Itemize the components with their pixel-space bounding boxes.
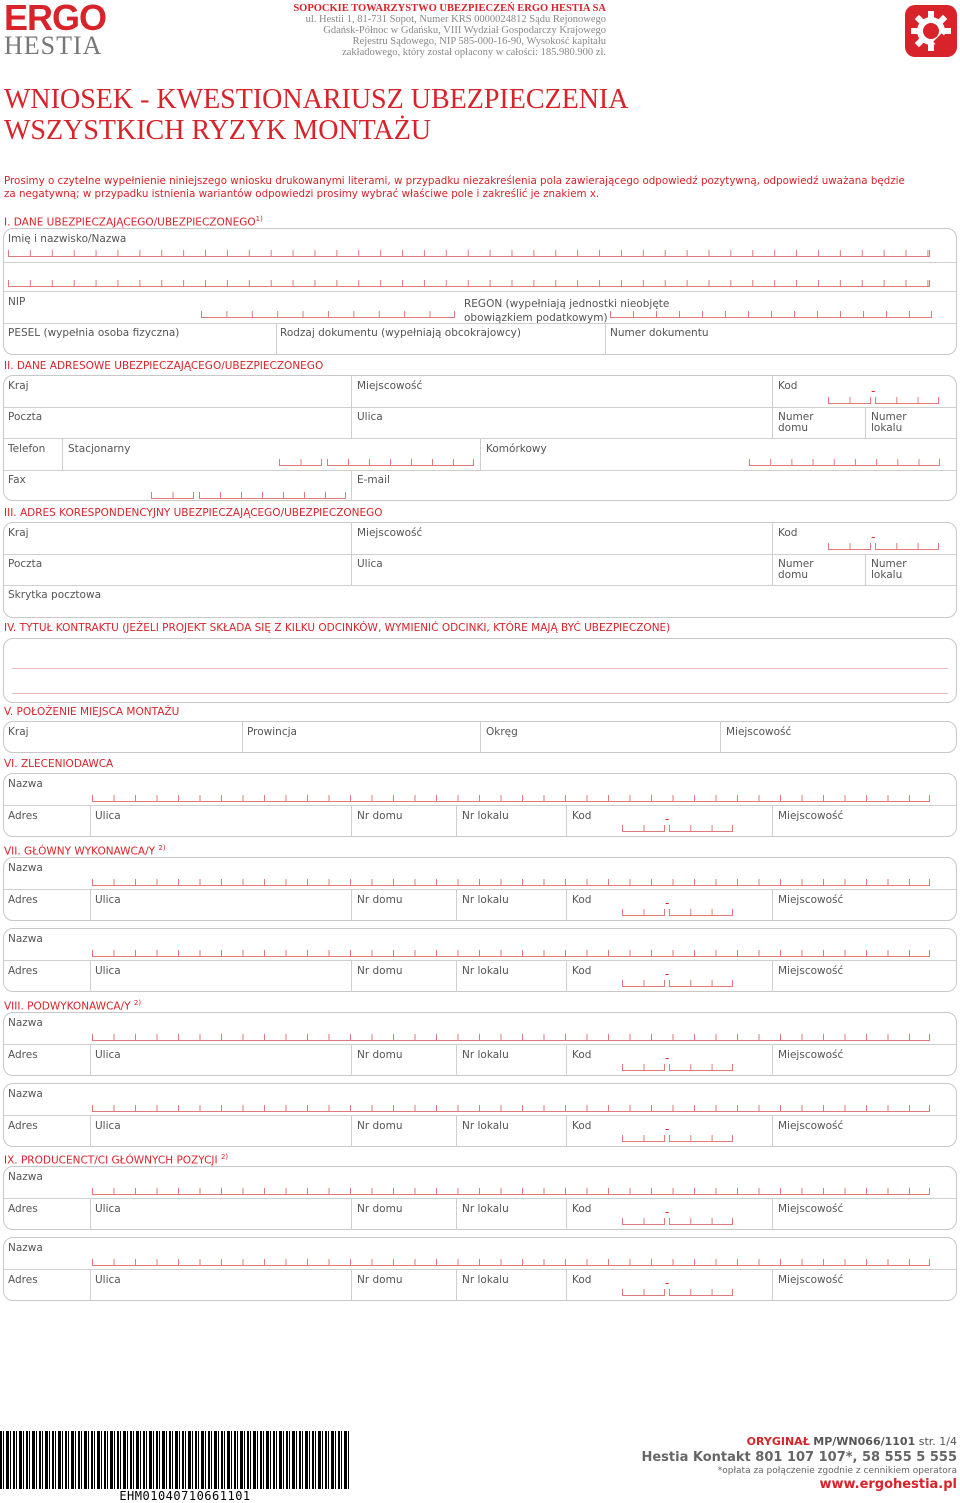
label-ulica: Ulica	[357, 558, 383, 570]
divider	[351, 1269, 352, 1301]
label-miejscowosc: Miejscowość	[778, 1120, 844, 1132]
nazwa-field[interactable]	[92, 879, 930, 886]
postcode-field-b[interactable]	[669, 909, 733, 916]
divider	[605, 323, 606, 355]
postcode-field-a[interactable]	[622, 1218, 665, 1225]
footnote-ref: 2)	[133, 999, 142, 1007]
label-adres: Adres	[8, 894, 38, 906]
label-adres: Adres	[8, 1120, 38, 1132]
label-nr-domu: Nr domu	[357, 894, 403, 906]
postcode-field-b[interactable]	[875, 397, 939, 404]
label-miejscowosc: Miejscowość	[357, 527, 423, 539]
label-doc-type	[280, 328, 521, 339]
company-info	[240, 3, 606, 58]
nazwa-field[interactable]	[92, 950, 930, 957]
postcode-dash: -	[665, 812, 670, 826]
label-ulica: Ulica	[95, 1203, 121, 1215]
label-nazwa: Nazwa	[8, 1171, 43, 1183]
divider	[3, 262, 957, 263]
section-heading-2: II. DANE ADRESOWE UBEZPIECZAJĄCEGO/UBEZPIECZONEGO	[4, 360, 324, 372]
postcode-field-b[interactable]	[669, 825, 733, 832]
label-nazwa: Nazwa	[8, 933, 43, 945]
section-heading-5: V. POŁOŻENIE MIEJSCA MONTAŻU	[4, 706, 180, 718]
divider	[772, 960, 773, 992]
label-nazwa: Nazwa	[8, 778, 43, 790]
section-heading-text: IX. PRODUCENCT/CI GŁÓWNYCH POZYCJI	[4, 1154, 218, 1167]
phone-field[interactable]	[327, 459, 474, 466]
barcode	[0, 1431, 350, 1489]
postcode-dash: -	[871, 384, 876, 398]
domu-label: domu	[778, 569, 808, 581]
postcode-field-a[interactable]	[828, 543, 871, 550]
label-nazwa: Nazwa	[8, 1242, 43, 1254]
divider	[772, 805, 773, 837]
label-nr-domu: Nr domu	[357, 965, 403, 977]
divider	[351, 1044, 352, 1076]
divider	[3, 1198, 957, 1199]
divider	[566, 960, 567, 992]
label-kod: Kod	[572, 1274, 592, 1286]
label-nr-domu: Nr domu	[357, 810, 403, 822]
label-nr-domu: Nr domu	[357, 1049, 403, 1061]
label-nazwa: Nazwa	[8, 1088, 43, 1100]
label-ulica: Ulica	[95, 810, 121, 822]
label-adres: Adres	[8, 965, 38, 977]
nazwa-field[interactable]	[92, 1259, 930, 1266]
label-numer-domu	[778, 412, 814, 434]
logo-hestia: HESTIA	[4, 31, 103, 60]
label-nr-lokalu: Nr lokalu	[462, 810, 509, 822]
postcode-field-b[interactable]	[669, 1064, 733, 1071]
section-heading-7	[4, 842, 166, 858]
contract-title-line	[12, 668, 948, 669]
divider	[90, 889, 91, 921]
divider	[3, 323, 957, 324]
label-numer-lokalu	[871, 412, 907, 434]
label-adres: Adres	[8, 1049, 38, 1061]
fax-prefix-field[interactable]	[151, 492, 194, 499]
label-nr-domu: Nr domu	[357, 1203, 403, 1215]
label-kod: Kod	[778, 527, 798, 539]
divider	[3, 1044, 957, 1045]
label-kod: Kod	[572, 965, 592, 977]
label-adres: Adres	[8, 1203, 38, 1215]
divider	[351, 1198, 352, 1230]
label-miejscowosc: Miejscowość	[726, 726, 792, 738]
label-kraj: Kraj	[8, 380, 29, 392]
nazwa-field[interactable]	[92, 795, 930, 802]
divider	[90, 1269, 91, 1301]
section-heading-8	[4, 997, 141, 1013]
intro-line: Prosimy o czytelne wypełnienie niniejszego wniosku drukowanymi literami, w przypadku niezakreślenia pola zawierającego odpowiedź pozytywną, odpowiedź uważana będzie	[4, 175, 905, 187]
divider	[566, 1198, 567, 1230]
postcode-field-a[interactable]	[622, 980, 665, 987]
nazwa-field[interactable]	[92, 1188, 930, 1195]
divider	[456, 1115, 457, 1147]
label-name: Imię i nazwisko/Nazwa	[8, 233, 127, 245]
form-code-line	[747, 1435, 957, 1448]
regon-field[interactable]	[610, 311, 932, 318]
contract-title-line	[12, 693, 948, 694]
label-kod: Kod	[778, 380, 798, 392]
label-ulica: Ulica	[95, 1049, 121, 1061]
page-title	[4, 84, 628, 146]
divider	[3, 291, 957, 292]
section-heading-text: VII. GŁÓWNY WYKONAWCA/Y	[4, 845, 156, 858]
name-field-row-2[interactable]	[8, 280, 930, 287]
label-nr-lokalu: Nr lokalu	[462, 1049, 509, 1061]
postcode-field-b[interactable]	[669, 1135, 733, 1142]
name-field-row-1[interactable]	[8, 250, 930, 257]
company-line: Rejestru Sądowego, NIP 585-000-16-90, Wysokość kapitału	[352, 36, 606, 47]
mobile-field[interactable]	[749, 459, 940, 466]
label-numer-domu	[778, 559, 814, 581]
label-kraj: Kraj	[8, 726, 29, 738]
label-nr-lokalu: Nr lokalu	[462, 1203, 509, 1215]
label-numer-lokalu	[871, 559, 907, 581]
divider	[90, 1115, 91, 1147]
divider	[3, 960, 957, 961]
divider	[242, 721, 243, 753]
postcode-field-a[interactable]	[622, 1064, 665, 1071]
postcode-field-a[interactable]	[828, 397, 871, 404]
divider	[772, 1115, 773, 1147]
divider	[772, 889, 773, 921]
fee-note: *opłata za połączenie zgodnie z cennikiem operatora	[717, 1466, 957, 1476]
label-kraj: Kraj	[8, 527, 29, 539]
section-heading-3: III. ADRES KORESPONDENCYJNY UBEZPIECZAJĄCEGO/UBEZPIECZONEGO	[4, 507, 383, 519]
divider	[566, 1269, 567, 1301]
divider	[90, 805, 91, 837]
postcode-field-b[interactable]	[669, 1218, 733, 1225]
company-line: Gdańsk-Północ w Gdańsku, VIII Wydział Gospodarczy Krajowego	[323, 25, 606, 36]
doc-type-label: Rodzaj dokumentu	[280, 327, 378, 339]
label-poczta: Poczta	[8, 411, 43, 423]
original-label: ORYGINAŁ	[746, 1435, 810, 1448]
divider	[456, 1269, 457, 1301]
divider	[276, 323, 277, 355]
title-line: WNIOSEK - KWESTIONARIUSZ UBEZPIECZENIA	[4, 84, 629, 115]
divider	[3, 407, 957, 408]
divider	[480, 438, 481, 470]
label-nip: NIP	[8, 296, 26, 308]
label-adres: Adres	[8, 1274, 38, 1286]
footnote-ref: 1)	[255, 215, 263, 223]
postcode-field-a[interactable]	[622, 825, 665, 832]
divider	[3, 554, 957, 555]
label-pesel	[8, 328, 179, 339]
divider	[3, 585, 957, 586]
divider	[351, 805, 352, 837]
pesel-note: (wypełnia osoba fizyczna)	[43, 327, 180, 339]
postcode-dash: -	[665, 896, 670, 910]
lokalu-label: lokalu	[871, 569, 903, 581]
divider	[456, 1198, 457, 1230]
label-kod: Kod	[572, 1203, 592, 1215]
postcode-field-a[interactable]	[622, 1289, 665, 1296]
divider	[480, 721, 481, 753]
label-miejscowosc: Miejscowość	[778, 1203, 844, 1215]
postcode-dash: -	[871, 530, 876, 544]
postcode-field-b[interactable]	[669, 1289, 733, 1296]
label-nr-lokalu: Nr lokalu	[462, 1274, 509, 1286]
divider	[351, 960, 352, 992]
doc-type-note: (wypełniają obcokrajowcy)	[381, 327, 521, 339]
label-email: E-mail	[357, 474, 390, 486]
label-kod: Kod	[572, 1120, 592, 1132]
gear-icon	[905, 5, 957, 57]
section-heading-text: VIII. PODWYKONAWCA/Y	[4, 1000, 131, 1013]
divider	[351, 889, 352, 921]
label-miejscowosc: Miejscowość	[778, 1274, 844, 1286]
divider	[351, 1115, 352, 1147]
page-number: str. 1/4	[918, 1435, 957, 1448]
label-nazwa: Nazwa	[8, 862, 43, 874]
numer-label: Numer	[778, 411, 814, 423]
footnote-ref: 2)	[220, 1153, 229, 1161]
divider	[3, 889, 957, 890]
label-miejscowosc: Miejscowość	[357, 380, 423, 392]
divider	[772, 1198, 773, 1230]
postcode-dash: -	[665, 1122, 670, 1136]
label-ulica: Ulica	[95, 965, 121, 977]
section-heading-1	[4, 213, 263, 229]
label-okreg: Okręg	[486, 726, 518, 738]
website-link[interactable]: www.ergohestia.pl	[819, 1477, 957, 1492]
divider	[456, 889, 457, 921]
section-heading-text: I. DANE UBEZPIECZAJĄCEGO/UBEZPIECZONEGO	[4, 216, 256, 229]
divider	[456, 960, 457, 992]
postcode-dash: -	[665, 1205, 670, 1219]
divider	[456, 1044, 457, 1076]
pesel-label: PESEL	[8, 327, 41, 339]
fax-field[interactable]	[199, 492, 346, 499]
divider	[3, 1115, 957, 1116]
company-line: ul. Hestii 1, 81-731 Sopot, Numer KRS 0000024812 Sądu Rejonowego	[305, 14, 606, 25]
section-heading-9	[4, 1151, 228, 1167]
regon-note: (wypełniają jednostki nieobjęte	[505, 298, 670, 310]
label-nr-domu: Nr domu	[357, 1274, 403, 1286]
label-nr-lokalu: Nr lokalu	[462, 965, 509, 977]
section-heading-6: VI. ZLECENIODAWCA	[4, 758, 114, 770]
form-code: MP/WN066/1101	[813, 1435, 916, 1448]
label-nr-lokalu: Nr lokalu	[462, 1120, 509, 1132]
label-ulica: Ulica	[357, 411, 383, 423]
label-kod: Kod	[572, 894, 592, 906]
label-doc-number: Numer dokumentu	[610, 327, 709, 339]
section-heading-note: (JEŻELI PROJEKT SKŁADA SIĘ Z KILKU ODCINKÓW, WYMIENIĆ ODCINKI, KTÓRE MAJĄ BYĆ UBEZPIECZONE)	[122, 622, 671, 634]
lokalu-label: lokalu	[871, 422, 903, 434]
divider	[3, 805, 957, 806]
section-heading-text: IV. TYTUŁ KONTRAKTU	[4, 622, 119, 634]
intro-text	[4, 175, 954, 201]
divider	[90, 1044, 91, 1076]
domu-label: domu	[778, 422, 808, 434]
postcode-dash: -	[665, 967, 670, 981]
intro-line: za negatywną; w przypadku istnienia wariantów odpowiedzi prosimy wybrać właściwe pole i zakreślić je znakiem x.	[4, 188, 600, 200]
numer-label: Numer	[871, 411, 907, 423]
postcode-field-a[interactable]	[622, 1135, 665, 1142]
divider	[62, 438, 63, 470]
footnote-ref: 2)	[158, 844, 166, 852]
postcode-field-b[interactable]	[875, 543, 939, 550]
numer-label: Numer	[778, 558, 814, 570]
label-kod: Kod	[572, 1049, 592, 1061]
section-heading-4	[4, 622, 670, 634]
nazwa-field[interactable]	[92, 1034, 930, 1041]
logo-ergo: ERGO	[4, 0, 107, 38]
divider	[865, 407, 866, 438]
label-adres: Adres	[8, 810, 38, 822]
postcode-field-a[interactable]	[622, 909, 665, 916]
contact-line: Hestia Kontakt 801 107 107*, 58 555 5 555	[641, 1450, 957, 1465]
divider	[3, 1269, 957, 1270]
section-box-3	[3, 522, 957, 618]
divider	[772, 1269, 773, 1301]
label-fax: Fax	[8, 474, 26, 486]
divider	[566, 1044, 567, 1076]
nip-field[interactable]	[201, 311, 455, 318]
label-skrytka: Skrytka pocztowa	[8, 589, 101, 601]
divider	[456, 805, 457, 837]
divider	[566, 889, 567, 921]
numer-label: Numer	[871, 558, 907, 570]
divider	[90, 960, 91, 992]
divider	[351, 470, 352, 501]
phone-prefix-field[interactable]	[279, 459, 322, 466]
divider	[3, 470, 957, 471]
label-miejscowosc: Miejscowość	[778, 894, 844, 906]
postcode-field-b[interactable]	[669, 980, 733, 987]
nazwa-field[interactable]	[92, 1105, 930, 1112]
divider	[720, 721, 721, 753]
barcode-number: EHM01040710661101	[105, 1489, 265, 1503]
company-name: SOPOCKIE TOWARZYSTWO UBEZPIECZEŃ ERGO HESTIA SA	[293, 3, 606, 14]
label-stacjonarny: Stacjonarny	[68, 443, 131, 455]
label-telefon: Telefon	[8, 443, 46, 455]
regon-label: REGON	[464, 298, 503, 310]
title-line: WSZYSTKICH RYZYK MONTAŻU	[4, 115, 432, 146]
postcode-dash: -	[665, 1276, 670, 1290]
label-nr-domu: Nr domu	[357, 1120, 403, 1132]
label-ulica: Ulica	[95, 1120, 121, 1132]
company-line: zakładowego, który został opłacony w całości: 185.980.900 zł.	[342, 47, 606, 58]
label-poczta: Poczta	[8, 558, 43, 570]
label-miejscowosc: Miejscowość	[778, 965, 844, 977]
label-miejscowosc: Miejscowość	[778, 810, 844, 822]
label-prowincja: Prowincja	[247, 726, 297, 738]
label-ulica: Ulica	[95, 1274, 121, 1286]
postcode-dash: -	[665, 1051, 670, 1065]
label-miejscowosc: Miejscowość	[778, 1049, 844, 1061]
divider	[566, 805, 567, 837]
divider	[865, 554, 866, 585]
label-nr-lokalu: Nr lokalu	[462, 894, 509, 906]
label-ulica: Ulica	[95, 894, 121, 906]
label-komorkowy: Komórkowy	[486, 443, 547, 455]
divider	[90, 1198, 91, 1230]
divider	[566, 1115, 567, 1147]
label-nazwa: Nazwa	[8, 1017, 43, 1029]
regon-note: obowiązkiem podatkowym)	[464, 312, 608, 324]
divider	[772, 1044, 773, 1076]
label-kod: Kod	[572, 810, 592, 822]
